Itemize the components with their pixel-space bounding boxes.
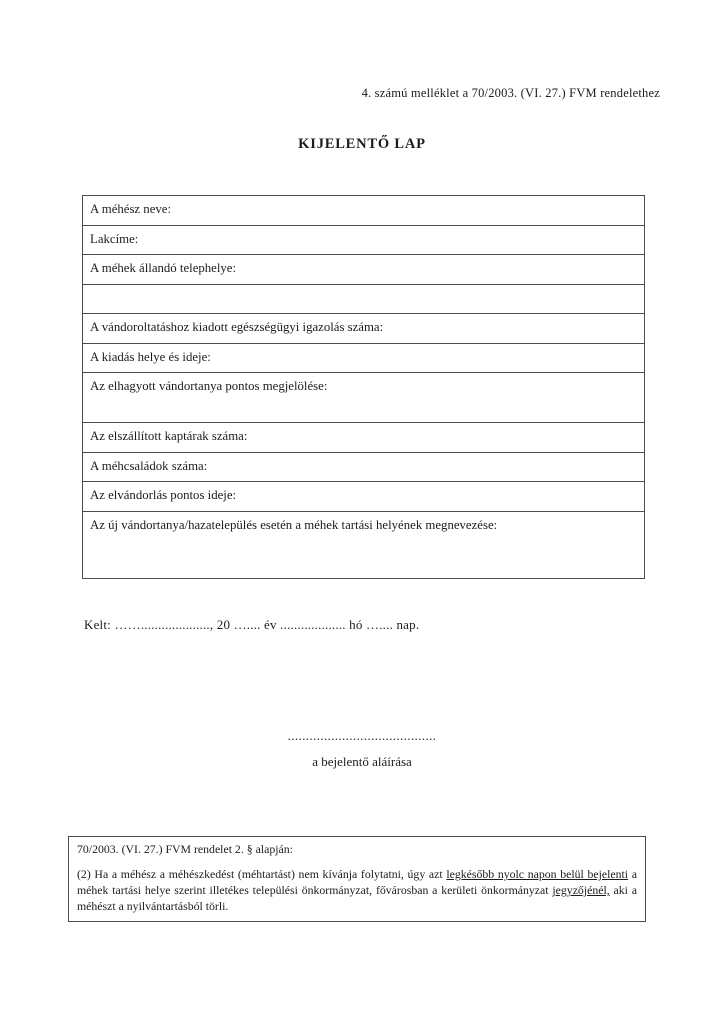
row-label: A méhcsaládok száma: bbox=[90, 458, 208, 473]
legal-note-heading: 70/2003. (VI. 27.) FVM rendelet 2. § alapján: bbox=[77, 842, 293, 856]
row-label: Az elhagyott vándortanya pontos megjelölése: bbox=[90, 379, 328, 393]
row-label: Az elszállított kaptárak száma: bbox=[90, 429, 248, 443]
date-fill-in-line: Kelt: ……...................., 20 ….... év ................... hó ….... nap. bbox=[84, 617, 420, 632]
signature-dotted-line: ......................................... bbox=[287, 729, 437, 743]
legal-note-text-part: (2) Ha a méhész a méhészkedést (méhtartást) nem kívánja folytatni, úgy azt bbox=[77, 866, 447, 881]
table-row-beekeeper-name bbox=[83, 196, 644, 226]
row-label: A kiadás helye és ideje: bbox=[90, 349, 211, 364]
table-row-new-camp-location bbox=[83, 512, 644, 578]
annex-reference-note: 4. számú melléklet a 70/2003. (VI. 27.) FVM rendelethez bbox=[361, 86, 660, 100]
row-label: A méhek állandó telephelye: bbox=[90, 261, 237, 275]
declaration-form-table bbox=[82, 195, 645, 579]
legal-note-box bbox=[68, 836, 646, 922]
table-row-issue-place-date bbox=[83, 344, 644, 374]
legal-note-underlined-notary: jegyzőjénél, bbox=[552, 883, 610, 898]
legal-note-underlined-deadline: legkésőbb nyolc napon belül bejelenti bbox=[446, 866, 629, 881]
table-row-abandoned-camp bbox=[83, 373, 644, 423]
legal-note-paragraph bbox=[77, 866, 637, 915]
table-row-hives-transported bbox=[83, 423, 644, 453]
row-label: A vándoroltatáshoz kiadott egészségügyi igazolás száma: bbox=[90, 320, 384, 334]
row-label: A méhész neve: bbox=[90, 202, 172, 216]
table-row-address bbox=[83, 226, 644, 256]
table-row-empty bbox=[83, 285, 644, 315]
row-label: Lakcíme: bbox=[90, 231, 139, 246]
table-row-migration-date bbox=[83, 482, 644, 512]
legal-note-text-part: a méhek tartási helye szerint illetékes települési önkormányzat, fővárosban a kerületi önkormányzat bbox=[77, 866, 638, 898]
table-row-permanent-site bbox=[83, 255, 644, 285]
row-label: Az elvándorlás pontos ideje: bbox=[90, 488, 237, 502]
row-label: Az új vándortanya/hazatelepülés esetén a méhek tartási helyének megnevezése: bbox=[90, 517, 498, 532]
page-title: KIJELENTŐ LAP bbox=[298, 136, 426, 152]
legal-note-text-part: aki a méhészt a nyilvántartásból törli. bbox=[77, 883, 638, 914]
table-row-bee-colonies-count bbox=[83, 453, 644, 483]
signature-caption: a bejelentő aláírása bbox=[312, 754, 412, 769]
table-row-health-certificate-number bbox=[83, 314, 644, 344]
